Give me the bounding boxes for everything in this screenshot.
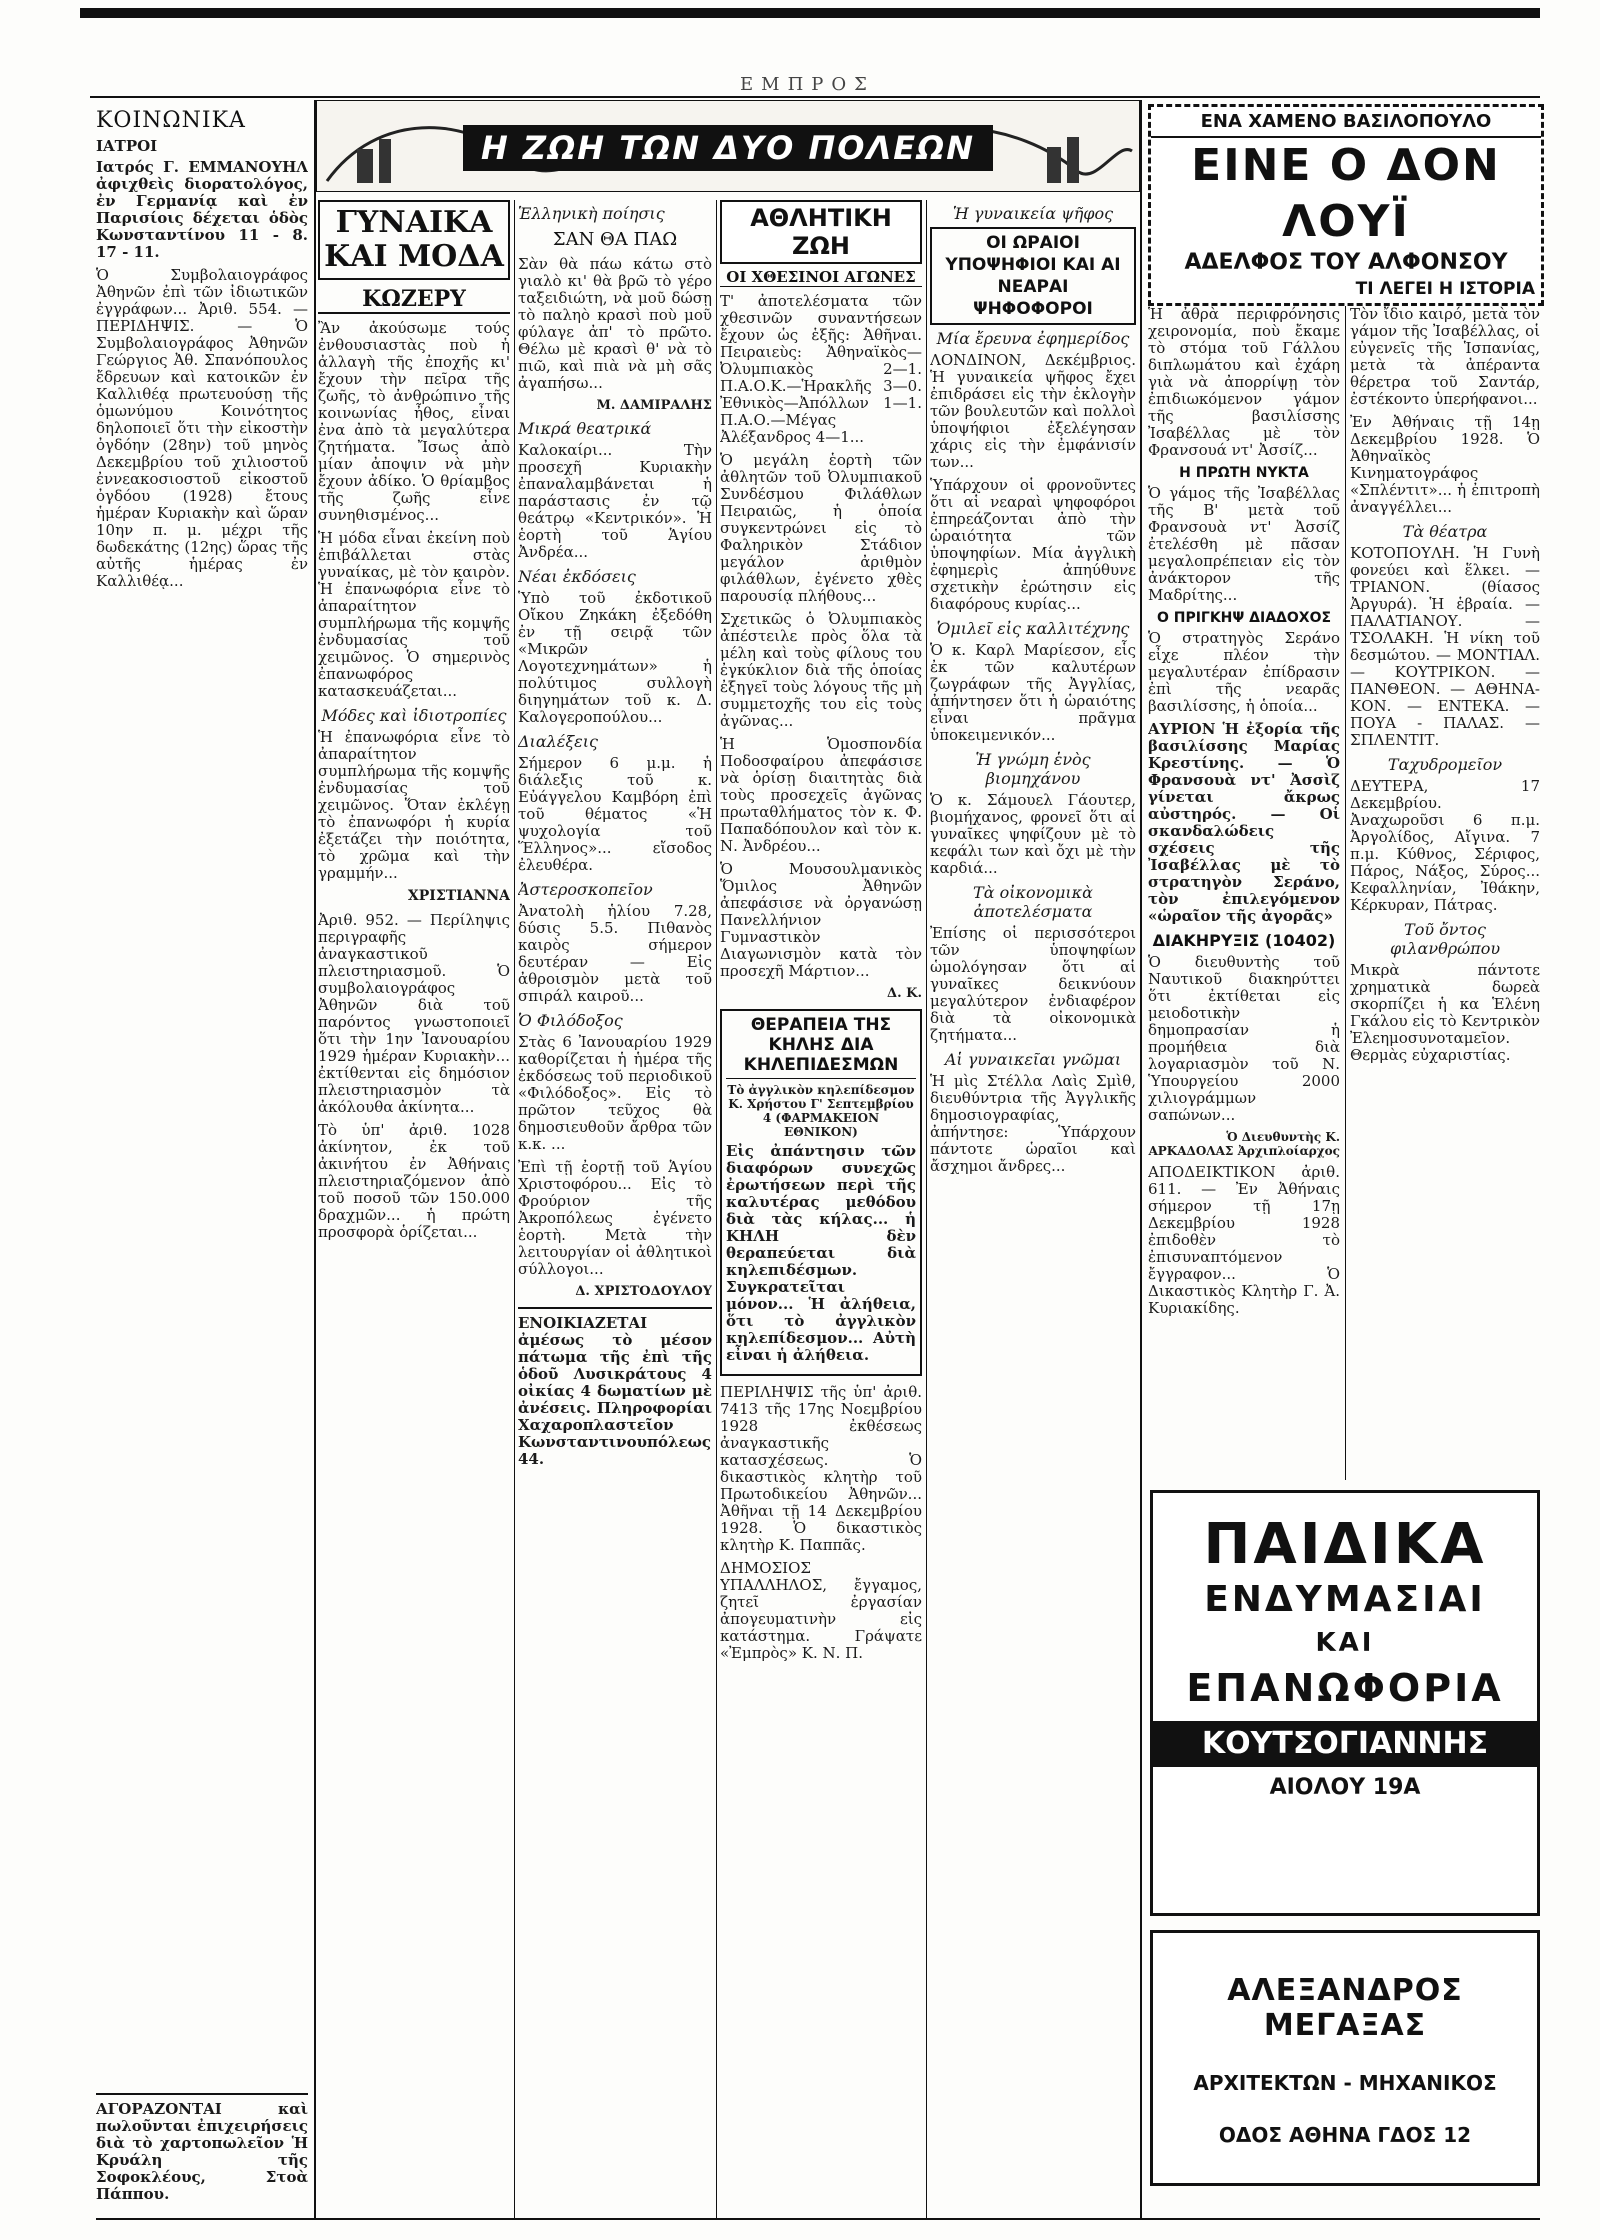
womens-vote-header: Ἡ γυναικεία ψῆφος (952, 204, 1114, 223)
artist-para: Ὁ κ. Καρλ Μαρίεσον, εἷς ἐκ τῶν καλυτέρων ζωγράφων τῆς Ἀγγλίας, ἀπήντησεν ὅτι ἡ ὡραιότης εἶναι πρᾶγμα ὑποκειμενικόν... (930, 641, 1136, 744)
tender-signature: Ὁ Διευθυντὴς Κ. ΑΡΚΑΔΟΛΑΣ Ἀρχιπλοίαρχος (1148, 1130, 1340, 1158)
column-4 (720, 200, 922, 2220)
post-heading: Ταχυδρομεῖον (1387, 755, 1503, 774)
ad-brand: ΚΟΥΤΣΟΓΙΑΝΝΗΣ (1153, 1721, 1537, 1767)
hernia-ad-subtitle: Τὸ ἀγγλικὸν κηλεπίδεσμον Κ. Χρήστου Γ' Σεπτεμβρίου 4 (ΦΑΡΜΑΚΕΙΟΝ ΕΘΝΙΚΟΝ) (727, 1083, 915, 1139)
column-3 (518, 200, 712, 2220)
women-opinions-para: Ἡ μὶς Στέλλα Λαὶς Σμὶθ, διευθύντρια τῆς Ἀγγλικῆς δημοσιογραφίας, ἀπήντησε: Ὑπάρχουν πάντοτε ὡραῖοι καὶ ἄσχημοι ἄνδρες... (930, 1072, 1136, 1175)
poet-signature: Μ. ΔΑΜΙΡΑΛΗΣ (596, 398, 712, 413)
tender-para: Ὁ διευθυντὴς τοῦ Ναυτικοῦ διακηρύττει ὅτι ἐκτίθεται εἰς μειοδοτικὴν δημοπρασίαν ἡ προμήθεια διὰ λογαριασμὸν τοῦ Ν. Ὑπουργείου 2000 χιλιογράμμων σαπώνων... (1148, 953, 1340, 1124)
ad-line-2: ΕΝΔΥΜΑΣΙΑΙ (1204, 1579, 1486, 1620)
column-divider-5 (1140, 100, 1142, 2220)
column-divider-3 (716, 200, 717, 2220)
theatres-listing: ΚΟΤΟΠΟΥΛΗ. Ἡ Γυνὴ φονεύει καὶ ἕλκει. — ΤΡΙΑΝΟΝ. (θίασος Ἀργυρά). Ἡ ἑβραία. — ΠΑΛΑΤΙΑΝΟΥ. — ΤΣΟΛΑΚΗ. Ἡ νίκη τοῦ δεσμώτου. — ΜΟΝΤΙΑΛ. — ΚΟΥΤΡΙΚΟΝ. — ΠΑΝΘΕΟΝ. — ΑΘΗΝΑ-ΚΟΝ. — ΕΝΤΕΚΑ. — ΠΟΥΑ - ΠΑΛΑΣ. — ΣΠΛΕΝΤΙΤ. (1350, 544, 1540, 749)
fashion-subheading: Μόδες καὶ ἰδιοτροπίες (321, 706, 507, 725)
sports-title-box (720, 200, 922, 264)
womens-vote-para-1: ΛΟΝΔΙΝΟΝ, Δεκέμβριος. Ἡ γυναικεία ψῆφος ἔχει ἐπιδράσει εἰς τὴν ἐκλογὴν τῶν βουλευτῶν καὶ πολλοὶ ὑποψήφιοι ἐξελέγησαν χάρις εἰς τὴν ἐμφάνισίν των... (930, 351, 1136, 471)
auction-notice: Ἀριθ. 952. — Περίληψις περιγραφῆς ἀναγκαστικοῦ πλειστηριασμοῦ. Ὁ συμβολαιογράφος Ἀθηνῶν διὰ τοῦ παρόντος γνωστοποιεῖ ὅτι τὴν 1ην Ἰανουαρίου 1929 ἡμέραν Κυριακὴν... ἐκτίθενται εἰς δημόσιον πλειστηριασμὸν τὰ ἀκόλουθα ἀκίνητα... (318, 911, 510, 1116)
hernia-ad (720, 1009, 922, 1376)
banner-building-4 (1067, 137, 1079, 183)
for-rent-ad: ΕΝΟΙΚΙΑΖΕΤΑΙ ἀμέσως τὸ μέσον πάτωμα τῆς ἐπὶ τῆς ὁδοῦ Λυσικράτους 4 οἰκίας 4 δωματίων μὲ ἀνέσεις. Πληροφορίαι Χαχαροπλαστεῖον Κωνσταντινουπόλεως 44. (518, 1307, 712, 1468)
sports-para-4: Ἡ Ὁμοσπονδία Ποδοσφαίρου ἀπεφάσισε νὰ ὁρίσῃ διαιτητὰς διὰ τοὺς προσεχεῖς ἀγῶνας πρωταθλήματος τὸν κ. Φ. Παπαδόπουλον καὶ τὸν κ. Ν. Ἀνδρέου... (720, 735, 922, 855)
womens-vote-para-2: Ὑπάρχουν οἱ φρονοῦντες ὅτι αἱ νεαραὶ ψηφοφόροι ἐπηρεάζονται ἀπὸ τὴν ὡραιότητα τῶν ὑποψηφίων. Μία ἀγγλικὴ ἐφημερὶς ἀπηύθυνε σχετικὴν ἐρώτησιν εἰς διαφόρους κυρίας... (930, 476, 1136, 613)
sports-para-5: Ὁ Μουσουλμανικὸς Ὅμιλος Ἀθηνῶν ἀπεφάσισε νὰ ὀργανώσῃ Πανελλήνιον Γυμναστικὸν Διαγωνισμὸν κατὰ τὸν προσεχῆ Μάρτιον... (720, 860, 922, 980)
column-divider-6 (1345, 300, 1346, 1480)
top-rule (80, 8, 1540, 18)
bottom-rule (96, 2218, 1540, 2220)
architect-ad (1150, 1930, 1540, 2186)
architect-title: ΑΡΧΙΤΕΚΤΩΝ - ΜΗΧΑΝΙΚΟΣ (1193, 2071, 1497, 2095)
lectures-heading: Διαλέξεις (518, 732, 598, 751)
economics-para: Ἐπίσης οἱ περισσότεροι τῶν ὑποψηφίων ὡμολόγησαν ὅτι αἱ γυναῖκες δεικνύουν μεγαλύτερον ἐνδιαφέρον διὰ τὰ οἰκονομικὰ ζητήματα... (930, 924, 1136, 1044)
poem-text: Σὰν θὰ πάω κάτω στὸ γιαλὸ κι' θὰ βρῶ τὸ γέρο ταξειδιώτη, νὰ μοῦ δώσῃ τὸ παληὸ κρασὶ ποὺ μοῦ φύλαγε ἀπ' τὸ πρῶτο. Θέλω μὲ κρασὶ θ' νὰ τὸ πιῶ, καὶ πιὰ νὰ μὴ σᾶς ἀγαπήσω... (518, 255, 712, 392)
fashion-para-2: Ἡ μόδα εἶναι ἐκείνη ποὺ ἐπιβάλλεται στὰς γυναίκας, μὲ τὸν καιρὸν. Ἡ ἐπανωφόρια εἶνε τὸ ἀπαραίτητον συμπλήρωμα τῆς κομψῆς ἐνδυμασίας τοῦ χειμῶνος. Ὁ σημερινὸς ἐπανωφόρος κατασκευάζεται... (318, 529, 510, 700)
fashion-subtitle: ΚΩΖΕΡΥ (318, 286, 510, 314)
new-books: Ὑπὸ τοῦ ἐκδοτικοῦ Οἴκου Ζηκάκη ἐξεδόθη ἐν τῇ σειρᾷ τῶν «Μικρῶν Λογοτεχνημάτων» ἡ πολύτιμος συλλογὴ διηγημάτων τοῦ κ. Δ. Καλογεροπούλου... (518, 589, 712, 726)
hernia-ad-title: ΘΕΡΑΠΕΙΑ ΤΗΣ ΚΗΛΗΣ ΔΙΑ ΚΗΛΕΠΙΔΕΣΜΩΝ (726, 1015, 916, 1079)
doctor-notice: Ιατρός Γ. ΕΜΜΑΝΟΥΗΛ ἀφιχθεὶς διορατολόγος, ἐν Γερμανίᾳ καὶ ἐν Παρισίοις δέχεται ὁδὸς Κωνσταντίνου 11 - 8. 17 - 11. (96, 158, 308, 261)
women-opinions-heading: Αἱ γυναικεῖαι γνῶμαι (944, 1050, 1122, 1069)
column-divider-4 (926, 200, 927, 2220)
first-night-para: Ὁ γάμος τῆς Ἰσαβέλλας τῆς Β' μετὰ τοῦ Φρανσουὰ ντ' Ἀσσίζ ἐτελέσθη μὲ πᾶσαν μεγαλοπρέπειαν εἰς τὸν ἀνάκτορον τῆς Μαδρίτης... (1148, 484, 1340, 604)
banner-building-2 (379, 139, 391, 183)
womens-vote-title: ΟΙ ΩΡΑΙΟΙ ΥΠΟΨΗΦΙΟΙ ΚΑΙ ΑΙ ΝΕΑΡΑΙ ΨΗΦΟΦΟΡΟΙ (945, 233, 1121, 319)
celebration-note: Ἐπὶ τῇ ἐορτῇ τοῦ Ἁγίου Χριστοφόρου... Εἰς τὸ Φρούριον τῆς Ἀκροπόλεως ἐγένετο ἑορτὴ. Μετὰ τὴν λειτουργίαν οἱ ἀθλητικοὶ σύλλογοι... (518, 1158, 712, 1278)
poem-title: ΣΑΝ ΘΑ ΠΑΩ (552, 229, 678, 250)
masthead-paper-name: ΕΜΠΡΟΣ (740, 74, 875, 95)
charity-heading: Τοῦ ὄντος φιλανθρώπου (1389, 920, 1501, 958)
industrialist-heading: Ἡ γνώμη ἑνὸς βιομηχάνου (975, 750, 1091, 788)
tomorrow-continuation: ΑΥΡΙΟΝ Ἡ ἐξορία τῆς βασιλίσσης Μαρίας Κρεστίνης. — Ὁ Φρανσουὰ ντ' Ἀσσὶζ γίνεται ἄκρως αὐστηρός. — Οἱ σκανδαλώδεις σχέσεις τῆς Ἰσαβέλλας μὲ τὸ στρατηγὸν Σεράνο, τὸν ἐπιλεγόμενον «ὡραῖον τῆς ἀγορᾶς» (1148, 720, 1340, 925)
bottom-ad: ΑΓΟΡΑΖΟΝΤΑΙ καὶ πωλοῦνται ἐπιχειρήσεις διὰ τὸ χαρτοπωλεῖον Ἡ Κρυάλη τῆς Σοφοκλέους, Στοὰ Πάππου. (96, 2093, 308, 2203)
cinema-notice: Ἐν Ἀθήναις τῇ 14ῃ Δεκεμβρίου 1928. Ὁ Ἀθηναϊκὸς Κινηματογράφος «Σπλέντιτ»... ἡ ἐπιτροπὴ ἀναγγέλλει... (1350, 413, 1540, 516)
architect-address: ΟΔΟΣ ΑΘΗΝΑ ΓΔΟΣ 12 (1218, 2123, 1472, 2147)
sports-para-3: Σχετικῶς ὁ Ὀλυμπιακὸς ἀπέστειλε πρὸς ὅλα τὰ μέλη καὶ τοὺς φίλους του ἐγκύκλιον διὰ τῆς ὁποίας ἐξηγεῖ τοὺς λόγους τῆς μὴ συμμετοχῆς του εἰς τοὺς ἀγῶνας... (720, 610, 922, 730)
notary-notice: Ὁ Συμβολαιογράφος Ἀθηνῶν ἐπὶ τῶν ἰδιωτικῶν ἐγγράφων... Ἀριθ. 554. — ΠΕΡΙΔΗΨΙΣ. — Ὁ Συμβολαιογράφος Ἀθηνῶν Γεώργιος Ἀθ. Σπανόπουλος ἔδρευων καὶ κατοικῶν ἐν Καλλιθέᾳ πρωτευούσῃ τῆς ὁμωνύμου Κοινότητος δηλοποιεῖ ὅτι τὴν εἰκοστὴν ὀγδόην (28ην) τοῦ μηνὸς Δεκεμβρίου τοῦ χιλιοστοῦ ἐννεακοσιοστοῦ εἰκοστοῦ ὀγδόου (1928) ἔτους ἡμέραν Κυριακὴν καὶ ὥραν 10ην π. μ. μέχρι τῆς δωδεκάτης (12ης) ὥρας τῆς αὐτῆς ἡμέρας ἐν Καλλιθέᾳ... (96, 267, 308, 590)
seizure-notice: ΠΕΡΙΛΗΨΙΣ τῆς ὑπ' ἀριθ. 7413 τῆς 17ης Νοεμβρίου 1928 ἐκθέσεως ἀναγκαστικῆς κατασχέσεως. Ὁ δικαστικὸς κλητὴρ τοῦ Πρωτοδικείου Ἀθηνῶν... Ἀθῆναι τῇ 14 Δεκεμβρίου 1928. Ὁ δικαστικὸς κλητὴρ Κ. Παππᾶς. (720, 1383, 922, 1554)
filodoxos: Στὰς 6 Ἰανουαρίου 1929 καθορίζεται ἡ ἡμέρα τῆς ἐκδόσεως τοῦ περιοδικοῦ «Φιλόδοξος». Εἰς τὸ πρῶτον τεῦχος θὰ δημοσιευθοῦν ἄρθρα τῶν κ.κ. ... (518, 1033, 712, 1153)
ad-address: ΑΙΟΛΟΥ 19Α (1269, 1775, 1421, 1800)
post-schedule: ΔΕΥΤΕΡΑ, 17 Δεκεμβρίου. Ἀναχωροῦσι 6 π.μ. Ἀργολίδος, Αἴγινα. 7 π.μ. Κύθνος, Σέριφος, Πάρος, Νάξος, Σύρος... Κεφαλληνίαν, Ἰθάκην, Κέρκυραν, Πάτρας. (1350, 777, 1540, 914)
theatre-notes: Καλοκαίρι... Τὴν προσεχῆ Κυριακὴν ἐπαναλαμβάνεται ἡ παράστασις ἐν τῷ θεάτρῳ «Κεντρικόν». Ἡ ἑορτὴ τοῦ Ἁγίου Ἀνδρέα... (518, 441, 712, 561)
ad-line-4: ΕΠΑΝΩΦΟΡΙΑ (1186, 1666, 1504, 1710)
column-5 (930, 200, 1136, 2220)
social-header: ΚΟΙΝΩΝΙΚΑ (96, 108, 246, 133)
womens-vote-title-box (930, 227, 1136, 325)
theatres-heading: Τὰ θέατρα (1402, 522, 1488, 541)
lost-prince-box-title: ΕΝΑ ΧΑΜΕΝΟ ΒΑΣΙΛΟΠΟΥΛΟ (1151, 107, 1541, 138)
industrialist-para: Ὁ κ. Σάμουελ Γάουτερ, βιομήχανος, φρονεῖ ὅτι αἱ γυναῖκες ψηφίζουν μὲ τὸ κεφάλι των καὶ ὄχι μὲ τὴν καρδιά... (930, 791, 1136, 877)
new-books-heading: Νέαι ἐκδόσεις (518, 567, 636, 586)
banner-title: Η ΖΩΗ ΤΩΝ ΔΥΟ ΠΟΛΕΩΝ (463, 125, 993, 171)
banner-building-3 (1047, 147, 1061, 183)
observatory-heading: Ἀστεροσκοπεῖον (518, 880, 653, 899)
sports-title: ΑΘΛΗΤΙΚΗ ΖΩΗ (750, 204, 892, 260)
certificate-notice: ΑΠΟΔΕΙΚΤΙΚΟΝ ἀριθ. 611. — Ἐν Ἀθήναις σήμερον τῇ 17ῃ Δεκεμβρίου 1928 ἐπιδοθὲν τὸ ἐπισυναπτόμενον ἔγγραφον... Ὁ Δικαστικὸς Κλητὴρ Γ. Ἀ. Κυριακίδης. (1148, 1163, 1340, 1317)
column-7 (1350, 306, 1540, 1480)
banner-building-1 (357, 149, 373, 183)
column-divider-1 (314, 100, 316, 2220)
lost-prince-headline: ΕΙΝΕ Ο ΔΟΝ ΛΟΥΪ (1191, 140, 1501, 247)
tender-heading: ΔΙΑΚΗΡΥΞΙΣ (10402) (1152, 931, 1336, 950)
womens-vote-subtitle: Μία ἔρευνα ἐφημερίδος (936, 329, 1130, 348)
theatre-notes-heading: Μικρά θεατρικά (518, 419, 652, 438)
childrens-clothing-ad (1150, 1490, 1540, 1916)
sports-signature: Δ. Κ. (887, 986, 922, 1001)
artist-heading: Ὁμιλεῖ εἰς καλλιτέχνης (936, 619, 1130, 638)
prince-para-2: Τὸν ἴδιο καιρό, μετὰ τὸν γάμον τῆς Ἰσαβέλλας, οἱ εὐγενεῖς τῆς Ἱσπανίας, μετὰ τὰ ἀπέραντα θέρετρα τοῦ Σαντάρ, ἐστέκοντο ὑπερήφανοι... (1350, 306, 1540, 408)
column-2 (318, 200, 510, 2220)
prince-para-1: Ἡ ἀθρὰ περιφρόνησις χειρονομία, ποὺ ἔκαμε τὸ στόμα τοῦ Γάλλου διπλωμάτου καὶ ἐχάρη γιὰ νὰ ἀπορρίψῃ τὸν ἐπιδιωκόμενον γάμον τῆς βασιλίσσης Ἰσαβέλλας μὲ τὸν Φρανσουά ντ' Ἀσσίζ... (1148, 306, 1340, 459)
masthead-rule (90, 96, 1540, 98)
lectures: Σήμερον 6 μ.μ. ἡ διάλεξις τοῦ κ. Εὐάγγελου Καμβόρη ἐπὶ τοῦ θέματος «Ἡ ψυχολογία τοῦ Ἕλληνος»... εἴσοδος ἐλευθέρα. (518, 754, 712, 874)
fashion-signature: ΧΡΙΣΤΙΑΝΝΑ (407, 888, 510, 904)
first-night-heading: Η ΠΡΩΤΗ ΝΥΚΤΑ (1179, 465, 1309, 481)
fashion-title-box (318, 200, 510, 280)
center-banner (316, 100, 1140, 192)
economics-heading: Τὰ οἰκονομικὰ ἀποτελέσματα (973, 883, 1093, 921)
hernia-ad-body: Εἰς ἀπάντησιν τῶν διαφόρων συνεχῶς ἐρωτήσεων περὶ τῆς καλυτέρας μεθόδου διὰ τὰς κήλας... ἡ ΚΗΛΗ δὲν θεραπεύεται διὰ κηλεπιδέσμων. Συγκρατεῖται μόνον... Ἡ ἀλήθεια, ὅτι τὸ ἀγγλικὸν κηλεπίδεσμον... Αὐτὴ εἶναι ἡ ἀλήθεια. (726, 1142, 916, 1364)
sports-subtitle: ΟΙ ΧΘΕΣΙΝΟΙ ΑΓΩΝΕΣ (720, 268, 922, 287)
lost-prince-box (1148, 104, 1544, 306)
ad-line-1: ΠΑΙΔΙΚΑ (1203, 1512, 1487, 1577)
poetry-header: Ἑλληνικὴ ποίησις (518, 204, 665, 223)
sports-results: Τ' ἀποτελέσματα τῶν χθεσινῶν συναντήσεων ἔχουν ὡς ἑξῆς: Ἀθῆναι. Πειραιεὺς: Ἀθηναϊκὸς—Ὀλυμπιακὸς 2—1. Π.Α.Ο.Κ.—Ἡρακλῆς 3—0. Ἐθνικὸς—Ἀπόλλων 1—1. Π.Α.Ο.—Μέγας Ἀλέξανδρος 4—1... (720, 292, 922, 446)
column3-signature: Δ. ΧΡΙΣΤΟΔΟΥΛΟΥ (575, 1284, 712, 1299)
lost-prince-subhead: ΑΔΕΛΦΟΣ ΤΟΥ ΑΛΦΟΝΣΟΥ (1184, 250, 1508, 275)
sports-para-2: Ὁ μεγάλη ἑορτὴ τῶν ἀθλητῶν τοῦ Ὀλυμπιακοῦ Συνδέσμου Φιλάθλων Πειραιῶς, ἡ ὁποία συγκεντρώνει εἰς τὸ Φαληρικὸν Στάδιον μεγάλον ἀριθμὸν φιλάθλων, ἐγένετο χθὲς παρουσίᾳ πλήθους... (720, 451, 922, 605)
observatory: Ἀνατολὴ ἡλίου 7.28, δύσις 5.5. Πιθανὸς καιρὸς σήμερον δευτέραν — Εἰς ἀθροισμὸν μετὰ τοῦ σπιράλ καιροῦ... (518, 902, 712, 1005)
auction-notice-2: Τὸ ὑπ' ἀριθ. 1028 ἀκίνητον, ἐκ τοῦ ἀκινήτου ἐν Ἀθήναις πλειστηριαζόμενον ἀπὸ τοῦ ποσοῦ τῶν 150.000 δραχμῶν... ἡ πρώτη προσφορὰ ὁρίζεται... (318, 1121, 510, 1241)
lost-prince-history: ΤΙ ΛΕΓΕΙ Η ΙΣΤΟΡΙΑ (1355, 279, 1535, 299)
fashion-title: ΓΥΝΑΙΚΑ ΚΑΙ ΜΟΔΑ (324, 205, 504, 274)
ad-line-3: ΚΑΙ (1315, 1628, 1375, 1658)
fashion-para-3: Ἡ ἐπανωφόρια εἶνε τὸ ἀπαραίτητον συμπλήρωμα τῆς κομψῆς ἐνδυμασίας τοῦ χειμῶνος. Ὅταν ἐκλέγῃ τὸ ἐπανωφόρι ἡ κυρία ἐξετάζει τὴν ποιότητα, τὸ χρῶμα καὶ τὴν γραμμήν... (318, 728, 510, 882)
charity-para: Μικρὰ πάντοτε χρηματικὰ δωρεὰ σκορπίζει ἡ κα Ἑλένη Γκάλου εἰς τὸ Κεντρικὸν Ἐλεημοσυνοταμεῖον. Θερμὰς εὐχαριστίας. (1350, 961, 1540, 1064)
column-6 (1148, 306, 1340, 1480)
civil-servant-ad: ΔΗΜΟΣΙΟΣ ΥΠΑΛΛΗΛΟΣ, ἔγγαμος, ζητεῖ ἐργασίαν ἀπογευματινὴν εἰς κατάστημα. Γράψατε «Ἐμπρὸς» Κ. Ν. Π. (720, 1559, 922, 1662)
architect-name: ΑΛΕΞΑΝΔΡΟΣ ΜΕΓΑΞΑΣ (1227, 1973, 1463, 2043)
crown-prince-heading: Ο ΠΡΙΓΚΗΨ ΔΙΑΔΟΧΟΣ (1156, 610, 1332, 626)
crown-prince-para: Ὁ στρατηγὸς Σεράνο εἶχε πλέον τὴν μεγαλυτέραν ἐπίδρασιν ἐπὶ τῆς νεαρᾶς βασιλίσσης, ἡ ὁποία... (1148, 629, 1340, 715)
filodoxos-heading: Ὁ Φιλόδοξος (518, 1011, 623, 1030)
doctors-subheading: ΙΑΤΡΟΙ (96, 137, 158, 155)
column-1 (96, 100, 308, 2220)
fashion-para-1: Ἂν ἀκούσωμε τούς ἐνθουσιαστὰς ποὺ ἡ ἀλλαγὴ τῆς ἐποχῆς κι' ἔχουν τὴν πεῖρα τῆς ζωῆς, τὸ ἀνθρώπινο τῆς κοινωνίας ἦθος, εἶναι ἐνα ἀπὸ τὰ μεγαλύτερα ζητήματα. Ἴσως ἀπὸ μίαν ἀποψιν νὰ μὴν ἔχουν ἀδίκο. Ὁ θρίαμβος τῆς ζωῆς εἶνε συνηθισμένος... (318, 319, 510, 524)
column-divider-2 (514, 200, 515, 2220)
